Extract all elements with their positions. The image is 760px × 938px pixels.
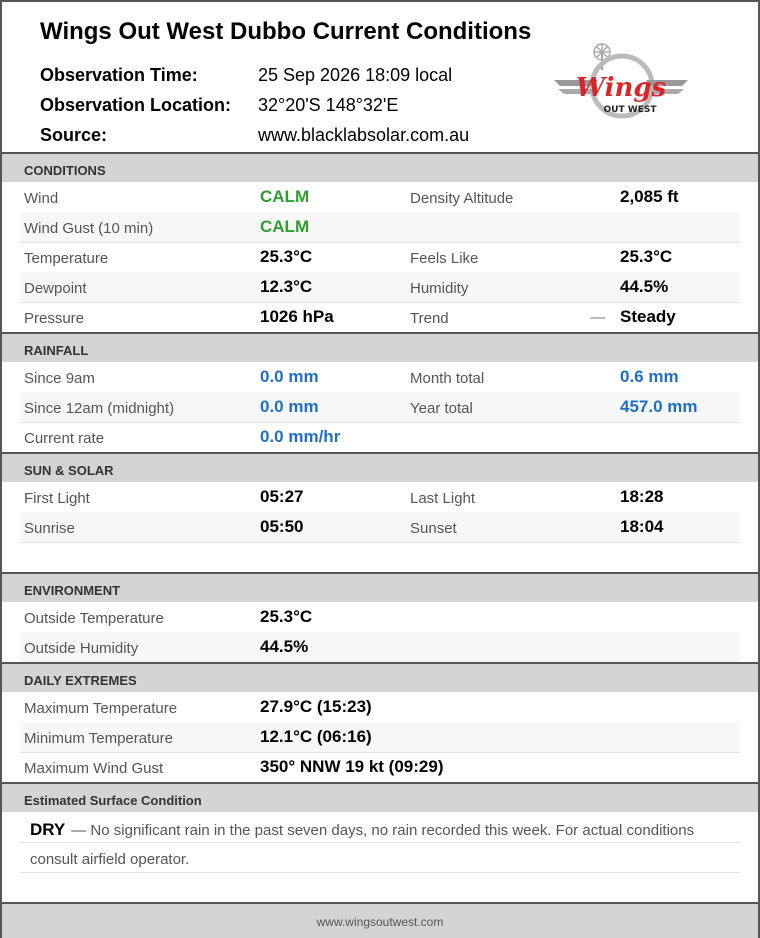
environment-section-header (2, 572, 758, 602)
source-value: www.blacklabsolar.com.au (258, 125, 470, 145)
max-temperature-row (20, 692, 740, 723)
max-wind-gust-label: Maximum Wind Gust (24, 760, 164, 777)
month-total-label: Month total (410, 370, 485, 387)
header (2, 2, 758, 152)
wind-row (20, 182, 740, 213)
min-temperature-row (20, 722, 740, 753)
wind-label: Wind (24, 190, 59, 207)
month-total-value: 0.6 mm (620, 367, 679, 386)
temperature-label: Temperature (24, 250, 109, 267)
pressure-value: 1026 hPa (260, 307, 334, 326)
first-light-row (20, 482, 740, 513)
since-9am-row (20, 362, 740, 393)
dewpoint-label: Dewpoint (24, 280, 87, 297)
sunrise-row (20, 512, 740, 543)
year-total-label: Year total (410, 400, 473, 417)
page-title: Wings Out West Dubbo Current Conditions (40, 18, 532, 45)
since-midnight-label: Since 12am (midnight) (24, 400, 175, 417)
density-altitude-value: 2,085 ft (620, 187, 679, 206)
pressure-row (20, 302, 740, 333)
observation-time-value: 25 Sep 2026 18:09 local (258, 65, 453, 85)
logo-wordmark: Wings (575, 73, 667, 103)
since-9am-value: 0.0 mm (260, 367, 319, 386)
last-light-label: Last Light (410, 490, 476, 507)
rainfall-heading: RAINFALL (24, 343, 89, 358)
surface-heading: Estimated Surface Condition (24, 793, 202, 808)
observation-location-value: 32°20'S 148°32'E (258, 95, 399, 115)
surface-description: — No significant rain in the past seven days, no rain recorded this week. For actual conditions (71, 822, 695, 839)
current-rate-row (20, 422, 740, 453)
outside-humidity-label: Outside Humidity (24, 640, 139, 657)
dewpoint-row (20, 272, 740, 303)
since-midnight-row (20, 392, 740, 423)
current-rate-value: 0.0 mm/hr (260, 427, 341, 446)
conditions-section-header (2, 152, 758, 182)
dewpoint-value: 12.3°C (260, 277, 313, 296)
feels-like-label: Feels Like (410, 250, 479, 267)
min-temperature-value: 12.1°C (06:16) (260, 727, 372, 746)
surface-divider-bottom (20, 872, 740, 873)
surface-section-header (2, 782, 758, 812)
max-temperature-label: Maximum Temperature (24, 700, 178, 717)
year-total-value: 457.0 mm (620, 397, 698, 416)
wind-value: CALM (260, 187, 310, 206)
extremes-section-header (2, 662, 758, 692)
feels-like-value: 25.3°C (620, 247, 673, 266)
wings-out-west-logo (550, 40, 692, 126)
trend-label: Trend (410, 310, 449, 327)
environment-heading: ENVIRONMENT (24, 583, 121, 598)
sunrise-value: 05:50 (260, 517, 304, 536)
footer-url: www.wingsoutwest.com (316, 915, 444, 929)
first-light-value: 05:27 (260, 487, 304, 506)
current-rate-label: Current rate (24, 430, 105, 447)
min-temperature-label: Minimum Temperature (24, 730, 173, 747)
since-midnight-value: 0.0 mm (260, 397, 319, 416)
sun-section-header (2, 452, 758, 482)
extremes-heading: DAILY EXTREMES (24, 673, 137, 688)
surface-divider (20, 842, 740, 843)
max-wind-gust-row (20, 752, 740, 783)
last-light-value: 18:28 (620, 487, 664, 506)
observation-time-label: Observation Time: (40, 65, 198, 85)
wind-gust-label: Wind Gust (10 min) (24, 220, 154, 237)
max-wind-gust-value: 350° NNW 19 kt (09:29) (260, 757, 444, 776)
temperature-value: 25.3°C (260, 247, 313, 266)
surface-description-line2: consult airfield operator. (30, 851, 190, 868)
pressure-label: Pressure (24, 310, 85, 327)
outside-temperature-label: Outside Temperature (24, 610, 164, 627)
conditions-heading: CONDITIONS (24, 163, 106, 178)
outside-temperature-value: 25.3°C (260, 607, 313, 626)
since-9am-label: Since 9am (24, 370, 95, 387)
outside-humidity-row (20, 632, 740, 663)
temperature-row (20, 242, 740, 273)
surface-condition-value: DRY (30, 820, 66, 839)
surface-condition (20, 814, 740, 874)
sunrise-label: Sunrise (24, 520, 75, 537)
trend-value: Steady (620, 307, 676, 326)
density-altitude-label: Density Altitude (410, 190, 514, 207)
humidity-value: 44.5% (620, 277, 669, 296)
trend-steady-icon: — (590, 309, 605, 326)
sunset-value: 18:04 (620, 517, 664, 536)
surface-description-line1 (30, 820, 694, 840)
rainfall-section-header (2, 332, 758, 362)
sun-heading: SUN & SOLAR (24, 463, 114, 478)
wind-gust-value: CALM (260, 217, 310, 236)
humidity-label: Humidity (410, 280, 469, 297)
outside-humidity-value: 44.5% (260, 637, 309, 656)
logo-subtitle: OUT WEST (603, 105, 657, 115)
sunset-label: Sunset (410, 520, 457, 537)
outside-temperature-row (20, 602, 740, 633)
source-label: Source: (40, 125, 108, 145)
first-light-label: First Light (24, 490, 90, 507)
wind-gust-row (20, 212, 740, 243)
max-temperature-value: 27.9°C (15:23) (260, 697, 372, 716)
observation-location-label: Observation Location: (40, 95, 232, 115)
footer (2, 902, 758, 938)
